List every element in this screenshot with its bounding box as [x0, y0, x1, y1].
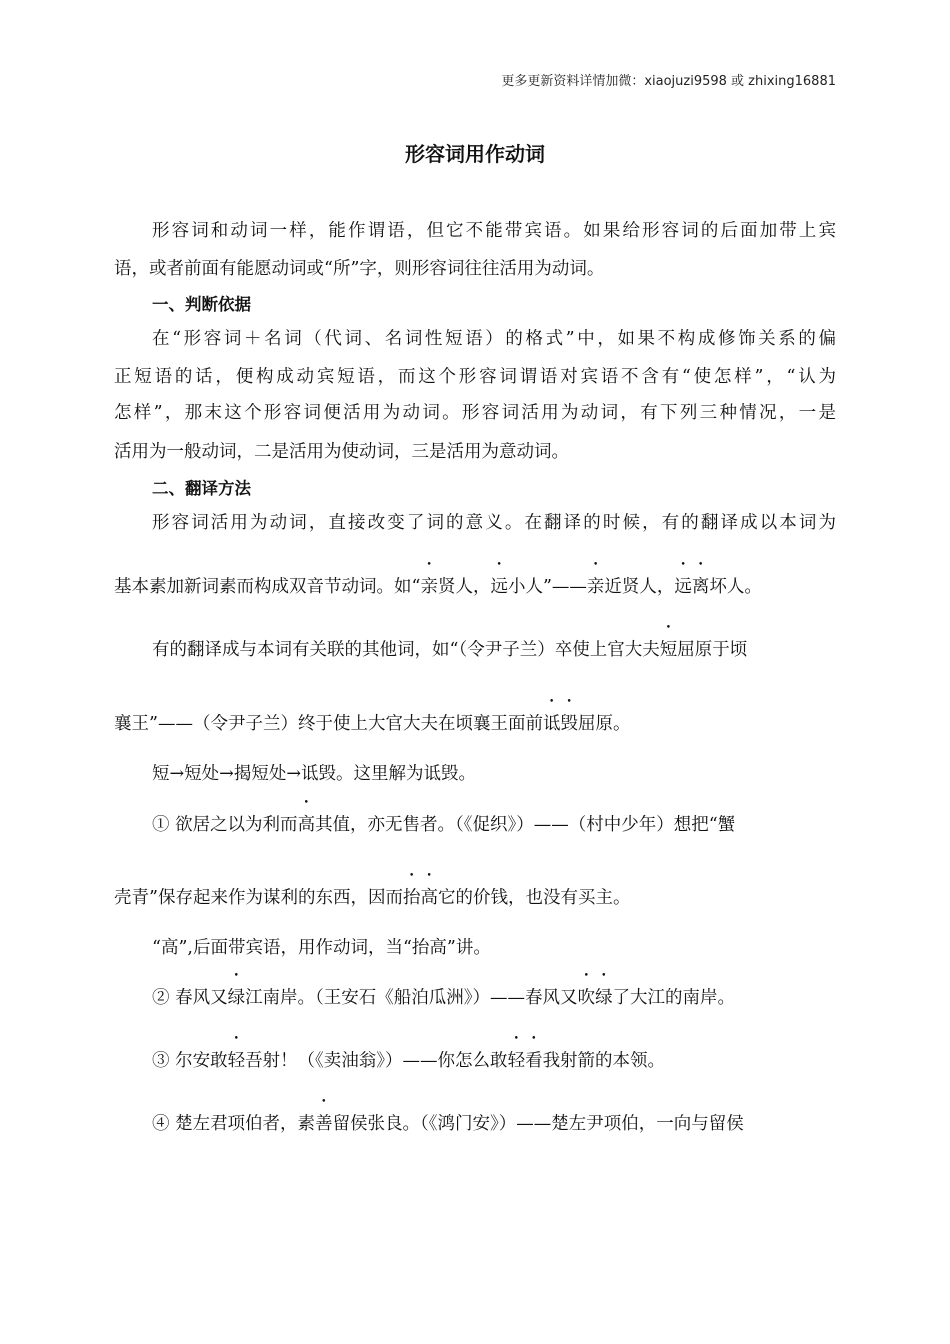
section1-line-4: 活用为一般动词，二是活用为使动词，三是活用为意动词。: [114, 442, 569, 462]
emphasis-char: 远: [490, 577, 508, 597]
emphasis-char: 善: [315, 1114, 333, 1134]
emphasis-char: 轻: [507, 1051, 526, 1071]
emphasis-char: 抬: [402, 888, 421, 908]
section2-line-1: 形容词活用为动词，直接改变了词的意义。在翻译的时候，有的翻译成以本词为: [152, 513, 836, 533]
example-2: ② 春风又绿江南岸。（王安石《船泊瓜洲》）——春风又吹绿了大江的南岸。: [152, 988, 736, 1008]
emphasis-char: 绿: [595, 988, 613, 1008]
emphasis-char: 短: [659, 640, 678, 660]
emphasis-char: 远: [674, 577, 692, 597]
section1-heading: 一、判断依据: [152, 295, 251, 314]
section2-line-2: 基本素加新词素而构成双音节动词。如“亲贤人，远小人”——亲近贤人，远离坏人。: [114, 577, 762, 597]
example-1-note: “高”,后面带宾语，用作动词，当“抬高”讲。: [152, 938, 491, 958]
example-4: ④ 楚左君项伯者，素善留侯张良。（《鸿门安》）——楚左尹项伯，一向与留侯: [152, 1114, 744, 1134]
emphasis-char: 高: [297, 815, 316, 835]
example-3: ③ 尔安敢轻吾射！（《卖油翁》）——你怎么敢轻看我射箭的本领。: [152, 1051, 666, 1071]
page-title: 形容词用作动词: [405, 142, 545, 166]
section1-line-3: 怎样”，那末这个形容词便活用为动词。形容词活用为动词，有下列三种情况，一是: [114, 403, 836, 423]
emphasis-char: 诋: [542, 714, 561, 734]
section1-line-2: 正短语的话，便构成动宾短语，而这个形容词谓语对宾语不含有“使怎样”，“认为: [114, 367, 836, 387]
emphasis-char: 亲: [420, 577, 438, 597]
example-1-line-1: ① 欲居之以为利而高其值，亦无售者。（《促织》）——（村中少年）想把“蟹: [152, 815, 736, 835]
section2-line-5: 短→短处→揭短处→诋毁。这里解为诋毁。: [152, 764, 476, 784]
intro-line-2: 语，或者前面有能愿动词或“所”字，则形容词往往活用为动词。: [114, 259, 605, 279]
emphasis-char: 看: [525, 1051, 543, 1071]
emphasis-char: 毁: [560, 714, 578, 734]
section2-heading: 二、翻译方法: [152, 479, 251, 498]
emphasis-char: 离: [691, 577, 710, 597]
emphasis-char: 绿: [227, 988, 246, 1008]
emphasis-char: 高: [420, 888, 438, 908]
page-header-note: 更多更新资料详情加微：xiaojuzi9598 或 zhixing16881: [501, 74, 836, 89]
example-1-line-2: 壳青”保存起来作为谋利的东西，因而抬高它的价钱，也没有买主。: [114, 888, 631, 908]
section2-line-3: 有的翻译成与本词有关联的其他词，如“（令尹子兰）卒使上官大夫短屈原于顷: [152, 640, 748, 660]
emphasis-char: 轻: [227, 1051, 246, 1071]
emphasis-char: 亲: [586, 577, 605, 597]
section1-line-1: 在“形容词＋名词（代词、名词性短语）的格式”中，如果不构成修饰关系的偏: [152, 329, 836, 349]
section2-line-4: 襄王”——（令尹子兰）终于使上大官大夫在顷襄王面前诋毁屈原。: [114, 714, 631, 734]
intro-line-1: 形容词和动词一样，能作谓语，但它不能带宾语。如果给形容词的后面加带上宾: [152, 221, 836, 241]
emphasis-char: 吹: [577, 988, 596, 1008]
